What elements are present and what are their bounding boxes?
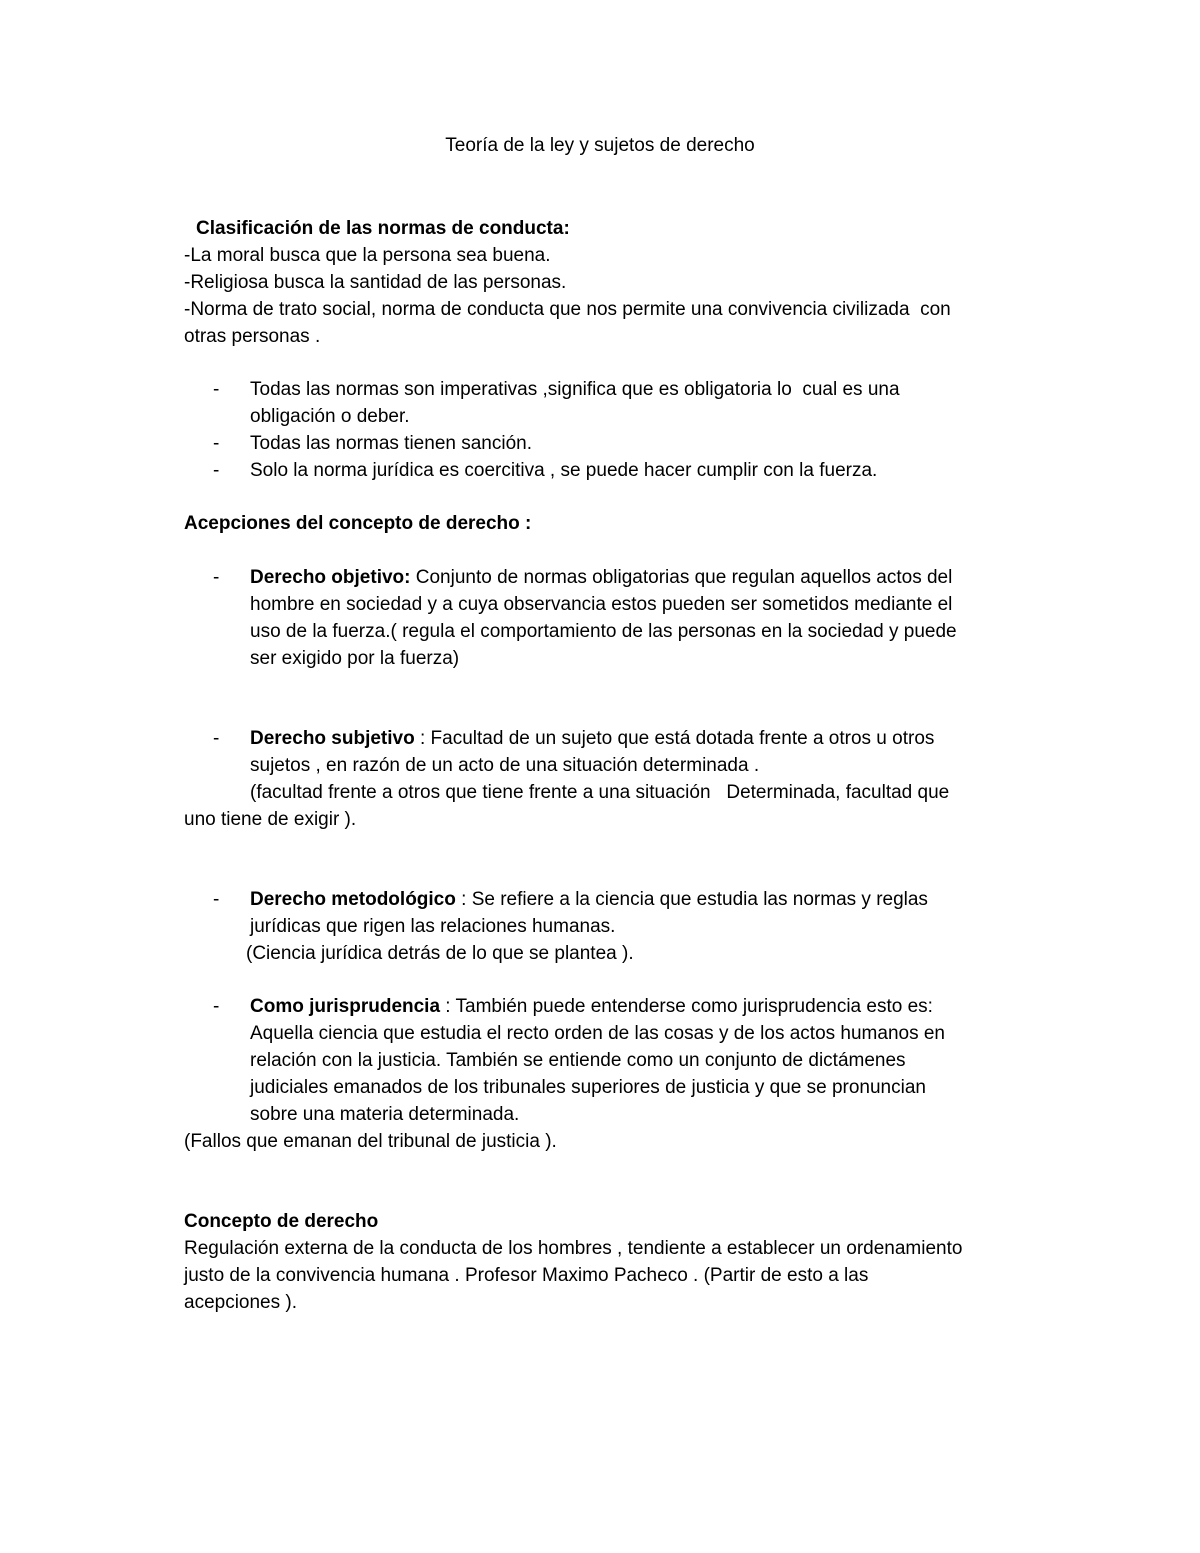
paragraph-line: otras personas .	[184, 326, 321, 347]
bullet-text: Todas las normas son imperativas ,significa que es obligatoria lo cual es una	[250, 379, 900, 400]
section-heading-acepciones: Acepciones del concepto de derecho :	[184, 513, 532, 534]
bullet-metodologico	[250, 886, 928, 913]
page-title: Teoría de la ley y sujetos de derecho	[445, 135, 755, 156]
paragraph-line: Regulación externa de la conducta de los hombres , tendiente a establecer un ordenamiento	[184, 1238, 963, 1259]
bullet-jurisprudencia	[250, 993, 933, 1020]
paragraph-line: -Norma de trato social, norma de conducta que nos permite una convivencia civilizada con	[184, 299, 951, 320]
paragraph-line: acepciones ).	[184, 1292, 298, 1313]
bullet-text: (facultad frente a otros que tiene frente a una situación Determinada, facultad que	[250, 782, 950, 803]
paragraph-line: (Fallos que emanan del tribunal de justicia ).	[184, 1131, 557, 1152]
bullet-dash: -	[213, 996, 220, 1017]
paragraph-line: -La moral busca que la persona sea buena.	[184, 245, 551, 266]
bullet-dash: -	[213, 567, 220, 588]
bullet-text: ser exigido por la fuerza)	[250, 648, 460, 669]
definition-text: : Facultad de un sujeto que está dotada frente a otros u otros	[414, 728, 935, 749]
section-heading-concepto: Concepto de derecho	[184, 1211, 379, 1232]
bullet-text: judiciales emanados de los tribunales superiores de justicia y que se pronuncian	[250, 1077, 926, 1098]
bullet-text: uso de la fuerza.( regula el comportamiento de las personas en la sociedad y puede	[250, 621, 957, 642]
bullet-dash: -	[213, 433, 220, 454]
bullet-text: Solo la norma jurídica es coercitiva , se puede hacer cumplir con la fuerza.	[250, 460, 878, 481]
term-como-jurisprudencia: Como jurisprudencia	[250, 996, 441, 1017]
bullet-dash: -	[213, 379, 220, 400]
bullet-text: sujetos , en razón de un acto de una situación determinada .	[250, 755, 760, 776]
bullet-objetivo	[250, 564, 952, 591]
bullet-subjetivo	[250, 725, 934, 752]
bullet-dash: -	[213, 728, 220, 749]
bullet-text: Todas las normas tienen sanción.	[250, 433, 532, 454]
term-derecho-subjetivo: Derecho subjetivo	[250, 728, 415, 749]
term-derecho-metodologico: Derecho metodológico	[250, 889, 456, 910]
paragraph-line: uno tiene de exigir ).	[184, 809, 357, 830]
bullet-text: (Ciencia jurídica detrás de lo que se plantea ).	[246, 943, 634, 964]
definition-text: : También puede entenderse como jurisprudencia esto es:	[440, 996, 933, 1017]
bullet-text: Aquella ciencia que estudia el recto orden de las cosas y de los actos humanos en	[250, 1023, 945, 1044]
paragraph-line: justo de la convivencia humana . Profesor Maximo Pacheco . (Partir de esto a las	[184, 1265, 869, 1286]
definition-text: Conjunto de normas obligatorias que regulan aquellos actos del	[410, 567, 953, 588]
paragraph-line: -Religiosa busca la santidad de las personas.	[184, 272, 567, 293]
bullet-text: jurídicas que rigen las relaciones humanas.	[250, 916, 616, 937]
bullet-text: relación con la justicia. También se entiende como un conjunto de dictámenes	[250, 1050, 906, 1071]
bullet-text: sobre una materia determinada.	[250, 1104, 520, 1125]
term-derecho-objetivo: Derecho objetivo:	[250, 567, 411, 588]
bullet-text: hombre en sociedad y a cuya observancia estos pueden ser sometidos mediante el	[250, 594, 953, 615]
definition-text: : Se refiere a la ciencia que estudia las normas y reglas	[455, 889, 928, 910]
section-heading-clasificacion: Clasificación de las normas de conducta:	[196, 218, 570, 239]
bullet-dash: -	[213, 460, 220, 481]
bullet-dash: -	[213, 889, 220, 910]
bullet-text: obligación o deber.	[250, 406, 410, 427]
